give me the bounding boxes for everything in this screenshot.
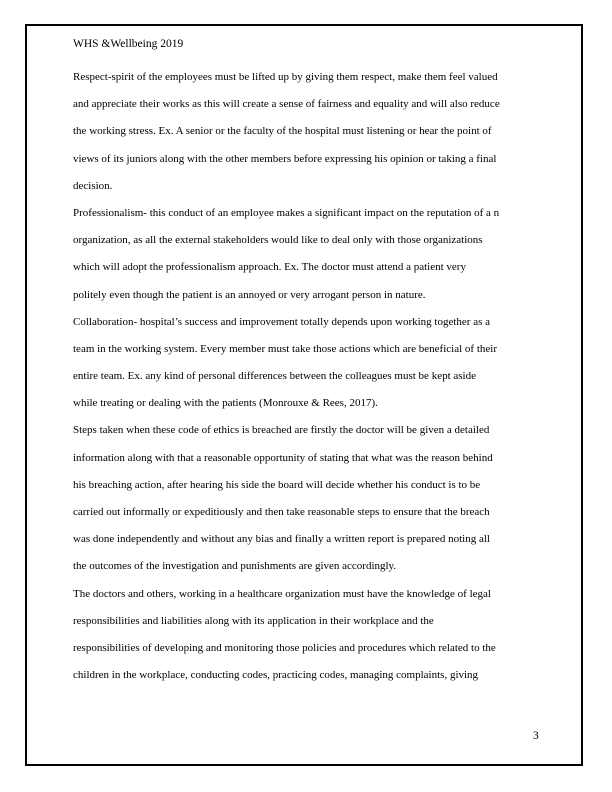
text-line: Steps taken when these code of ethics is breached are firstly the doctor will be given a detailed	[73, 424, 490, 437]
page-number: 3	[533, 730, 539, 742]
text-line: his breaching action, after hearing his side the board will decide whether his conduct is to be	[73, 478, 481, 491]
text-line: information along with that a reasonable opportunity of stating that what was the reason behind	[73, 451, 493, 464]
text-line: Collaboration- hospital’s success and improvement totally depends upon working together as a	[73, 315, 490, 328]
document-body	[73, 70, 543, 695]
text-line: responsibilities of developing and monitoring those policies and procedures which related to the	[73, 641, 496, 654]
text-line: Respect-spirit of the employees must be lifted up by giving them respect, make them feel valued	[73, 71, 498, 83]
text-line: politely even though the patient is an annoyed or very arrogant person in nature.	[73, 288, 426, 301]
text-line: the working stress. Ex. A senior or the faculty of the hospital must listening or hear the point of	[73, 125, 492, 138]
text-line: while treating or dealing with the patients (Monrouxe & Rees, 2017).	[73, 397, 378, 410]
text-line: responsibilities and liabilities along with its application in their workplace and the	[73, 614, 434, 627]
text-line: decision.	[73, 179, 113, 192]
text-line: which will adopt the professionalism approach. Ex. The doctor must attend a patient very	[73, 261, 466, 274]
text-line: organization, as all the external stakeholders would like to deal only with those organizations	[73, 234, 483, 247]
text-line: the outcomes of the investigation and punishments are given accordingly.	[73, 560, 397, 573]
text-line: Professionalism- this conduct of an employee makes a significant impact on the reputation of a n	[73, 206, 500, 219]
text-line: team in the working system. Every member must take those actions which are beneficial of their	[73, 342, 497, 355]
text-line: views of its juniors along with the other members before expressing his opinion or taking a final	[73, 152, 497, 165]
text-line: entire team. Ex. any kind of personal differences between the colleagues must be kept aside	[73, 370, 476, 383]
running-header: WHS &Wellbeing 2019	[73, 38, 184, 50]
text-line: and appreciate their works as this will create a sense of fairness and equality and will also reduce	[73, 98, 500, 111]
text-line: children in the workplace, conducting codes, practicing codes, managing complaints, giving	[73, 669, 479, 682]
text-line: carried out informally or expeditiously and then take reasonable steps to ensure that the breach	[73, 506, 490, 518]
text-line: was done independently and without any bias and finally a written report is prepared noting all	[73, 533, 490, 546]
text-line: The doctors and others, working in a healthcare organization must have the knowledge of legal	[73, 587, 491, 600]
